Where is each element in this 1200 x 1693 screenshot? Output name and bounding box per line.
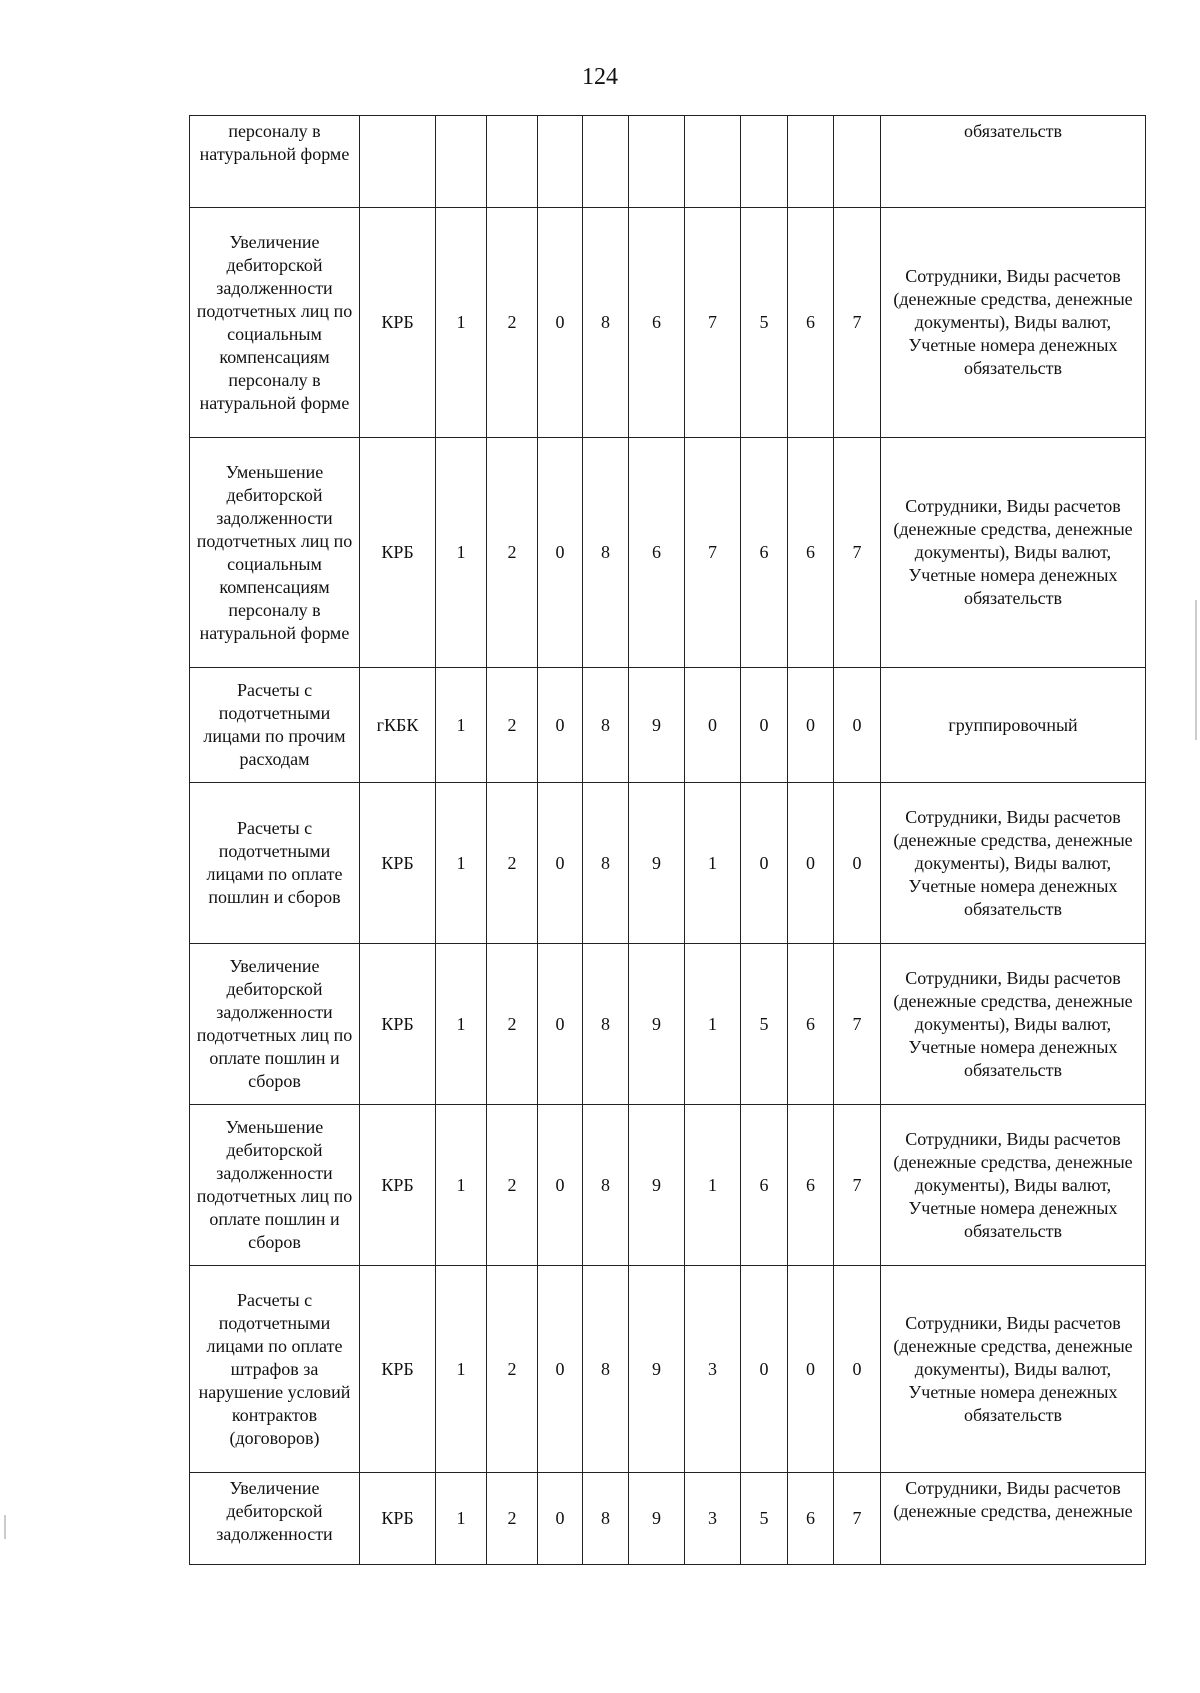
code-digit — [436, 116, 487, 208]
code-digit: 0 — [538, 783, 583, 944]
code-digit: 9 — [629, 1266, 685, 1473]
analytics-cell: Сотрудники, Виды расчетов (денежные средства, денежные документы), Виды валют, Учетные номера денежных обязательств — [881, 944, 1146, 1105]
code-digit: 2 — [487, 783, 538, 944]
code-digit: 9 — [629, 944, 685, 1105]
code-digit: 1 — [436, 668, 487, 783]
analytics-cell: Сотрудники, Виды расчетов (денежные средства, денежные документы), Виды валют, Учетные номера денежных обязательств — [881, 208, 1146, 438]
code-digit: 6 — [788, 1105, 834, 1266]
code-digit: 2 — [487, 1266, 538, 1473]
account-type — [360, 116, 436, 208]
account-name: Расчеты с подотчетными лицами по оплате пошлин и сборов — [190, 783, 360, 944]
analytics-cell: Сотрудники, Виды расчетов (денежные средства, денежные документы), Виды валют, Учетные номера денежных обязательств — [881, 438, 1146, 668]
code-digit: 0 — [538, 1473, 583, 1565]
code-digit: 5 — [741, 944, 788, 1105]
account-name: персоналу в натуральной форме — [190, 116, 360, 208]
code-digit: 0 — [834, 783, 881, 944]
account-name: Уменьшение дебиторской задолженности подотчетных лиц по оплате пошлин и сборов — [190, 1105, 360, 1266]
analytics-cell: Сотрудники, Виды расчетов (денежные средства, денежные — [881, 1473, 1146, 1565]
code-digit — [538, 116, 583, 208]
table-row — [190, 783, 1146, 944]
analytics-cell: Сотрудники, Виды расчетов (денежные средства, денежные документы), Виды валют, Учетные номера денежных обязательств — [881, 783, 1146, 944]
code-digit: 2 — [487, 944, 538, 1105]
code-digit: 5 — [741, 208, 788, 438]
account-name: Расчеты с подотчетными лицами по оплате штрафов за нарушение условий контрактов (договоров) — [190, 1266, 360, 1473]
code-digit: 2 — [487, 668, 538, 783]
code-digit: 2 — [487, 1473, 538, 1565]
code-digit: 9 — [629, 668, 685, 783]
code-digit: 7 — [834, 944, 881, 1105]
code-digit: 2 — [487, 1105, 538, 1266]
code-digit: 0 — [741, 1266, 788, 1473]
table-row — [190, 944, 1146, 1105]
code-digit: 7 — [685, 438, 741, 668]
code-digit: 0 — [685, 668, 741, 783]
account-name: Расчеты с подотчетными лицами по прочим расходам — [190, 668, 360, 783]
code-digit: 6 — [788, 438, 834, 668]
code-digit: 6 — [629, 438, 685, 668]
code-digit — [788, 116, 834, 208]
account-name: Увеличение дебиторской задолженности подотчетных лиц по социальным компенсациям персоналу в натуральной форме — [190, 208, 360, 438]
code-digit — [834, 116, 881, 208]
code-digit: 1 — [436, 438, 487, 668]
code-digit: 5 — [741, 1473, 788, 1565]
code-digit: 3 — [685, 1266, 741, 1473]
accounts-table — [189, 115, 1146, 1565]
code-digit: 0 — [538, 438, 583, 668]
analytics-cell: группировочный — [881, 668, 1146, 783]
code-digit: 8 — [583, 944, 629, 1105]
code-digit: 2 — [487, 208, 538, 438]
account-type: КРБ — [360, 1473, 436, 1565]
account-type: КРБ — [360, 1266, 436, 1473]
table-row — [190, 1266, 1146, 1473]
code-digit: 1 — [436, 944, 487, 1105]
code-digit: 0 — [538, 208, 583, 438]
code-digit: 3 — [685, 1473, 741, 1565]
code-digit — [629, 116, 685, 208]
code-digit: 8 — [583, 1473, 629, 1565]
code-digit: 0 — [788, 783, 834, 944]
code-digit: 7 — [834, 1105, 881, 1266]
code-digit — [685, 116, 741, 208]
code-digit: 0 — [788, 668, 834, 783]
code-digit: 9 — [629, 1473, 685, 1565]
account-type: КРБ — [360, 208, 436, 438]
code-digit: 0 — [834, 668, 881, 783]
code-digit: 9 — [629, 1105, 685, 1266]
code-digit: 9 — [629, 783, 685, 944]
account-type: КРБ — [360, 438, 436, 668]
code-digit: 2 — [487, 438, 538, 668]
code-digit: 0 — [538, 668, 583, 783]
code-digit: 1 — [436, 1266, 487, 1473]
code-digit: 0 — [834, 1266, 881, 1473]
code-digit — [741, 116, 788, 208]
account-type: гКБК — [360, 668, 436, 783]
code-digit — [583, 116, 629, 208]
code-digit: 1 — [436, 208, 487, 438]
code-digit: 6 — [788, 208, 834, 438]
code-digit: 1 — [436, 783, 487, 944]
account-type: КРБ — [360, 783, 436, 944]
analytics-cell: Сотрудники, Виды расчетов (денежные средства, денежные документы), Виды валют, Учетные номера денежных обязательств — [881, 1105, 1146, 1266]
table-body — [190, 116, 1146, 1565]
code-digit: 6 — [788, 1473, 834, 1565]
code-digit: 6 — [741, 438, 788, 668]
table-row — [190, 116, 1146, 208]
code-digit: 8 — [583, 438, 629, 668]
table-row — [190, 438, 1146, 668]
code-digit: 7 — [834, 1473, 881, 1565]
account-type: КРБ — [360, 1105, 436, 1266]
table-row — [190, 668, 1146, 783]
code-digit: 7 — [685, 208, 741, 438]
code-digit: 0 — [741, 783, 788, 944]
table-row — [190, 208, 1146, 438]
code-digit — [487, 116, 538, 208]
code-digit: 1 — [685, 1105, 741, 1266]
code-digit: 7 — [834, 438, 881, 668]
code-digit: 1 — [436, 1105, 487, 1266]
code-digit: 0 — [788, 1266, 834, 1473]
code-digit: 6 — [741, 1105, 788, 1266]
account-type: КРБ — [360, 944, 436, 1105]
code-digit: 1 — [685, 783, 741, 944]
code-digit: 0 — [538, 1266, 583, 1473]
table-row — [190, 1473, 1146, 1565]
code-digit: 0 — [538, 1105, 583, 1266]
scan-edge-mark — [4, 1515, 6, 1539]
code-digit: 0 — [538, 944, 583, 1105]
scan-edge-mark — [1195, 600, 1197, 740]
code-digit: 8 — [583, 668, 629, 783]
table-row — [190, 1105, 1146, 1266]
code-digit: 6 — [788, 944, 834, 1105]
code-digit: 7 — [834, 208, 881, 438]
account-name: Уменьшение дебиторской задолженности подотчетных лиц по социальным компенсациям персоналу в натуральной форме — [190, 438, 360, 668]
analytics-cell: обязательств — [881, 116, 1146, 208]
page-number: 124 — [582, 64, 618, 90]
code-digit: 8 — [583, 208, 629, 438]
code-digit: 1 — [685, 944, 741, 1105]
analytics-cell: Сотрудники, Виды расчетов (денежные средства, денежные документы), Виды валют, Учетные номера денежных обязательств — [881, 1266, 1146, 1473]
code-digit: 8 — [583, 1105, 629, 1266]
account-name: Увеличение дебиторской задолженности подотчетных лиц по оплате пошлин и сборов — [190, 944, 360, 1105]
account-name: Увеличение дебиторской задолженности — [190, 1473, 360, 1565]
code-digit: 8 — [583, 1266, 629, 1473]
code-digit: 6 — [629, 208, 685, 438]
code-digit: 1 — [436, 1473, 487, 1565]
code-digit: 8 — [583, 783, 629, 944]
code-digit: 0 — [741, 668, 788, 783]
